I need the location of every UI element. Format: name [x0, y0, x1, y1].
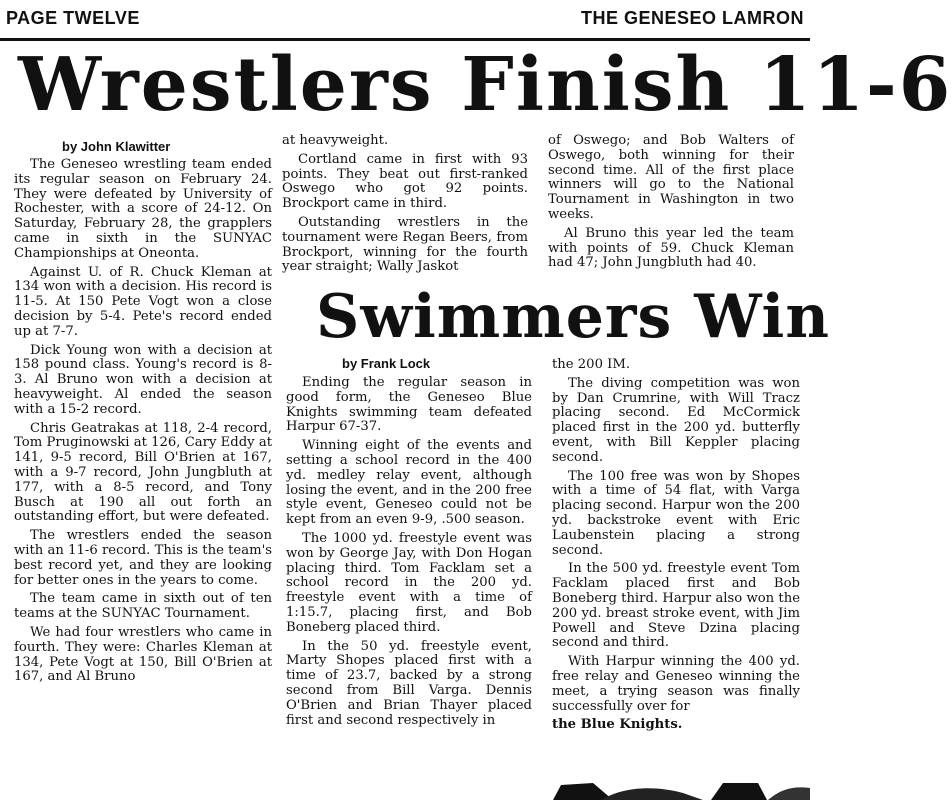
photo-fragment: [553, 783, 810, 800]
paper-name: THE GENESEO LAMRON: [580, 8, 804, 28]
photo-image: [553, 783, 810, 800]
paragraph: The team came in sixth out of ten teams at the SUNYAC Tournament.: [14, 591, 272, 622]
swimming-column-1: [286, 376, 532, 732]
paragraph: The 100 free was won by Shopes with a time of 54 flat, with Varga placing second. Harpur won the 200 yd. backstroke event with Eric Laubenstein placing a strong second.: [552, 468, 800, 558]
paragraph: With Harpur winning the 400 yd. free relay and Geneseo winning the meet, a trying season was finally successfully over for: [552, 654, 800, 714]
paragraph: Winning eight of the events and setting a school record in the 400 yd. medley relay event, although losing the event, and in the 200 free style event, Geneseo could not be kept from an even 9-9, .500 season.: [286, 438, 532, 528]
wrestling-column-1: [14, 158, 272, 689]
swimming-column-2: [552, 358, 800, 737]
paragraph: The 1000 yd. freestyle event was won by George Jay, with Don Hogan placing third. Tom Facklam set a school record in the 200 yd. freestyle event with a time of 1:15.7, placing first, and Bob Boneberg placed third.: [286, 530, 532, 635]
paragraph: [552, 718, 800, 733]
paragraph: Against U. of R. Chuck Kleman at 134 won with a decision. His record is 11-5. At 150 Pete Vogt won a close decision by 5-4. Pete's record ended up at 7-7.: [14, 264, 272, 339]
header-rule: [0, 38, 810, 41]
paragraph: at heavyweight.: [282, 133, 389, 148]
paragraph: Outstanding wrestlers in the tournament were Regan Beers, from Brockport, winning for the fourth year straight; Wally Jaskot: [282, 214, 528, 275]
paragraph: the 200 IM.: [552, 357, 631, 372]
paragraph: Ending the regular season in good form, the Geneseo Blue Knights swimming team defeated Harpur 67-37.: [286, 375, 532, 435]
paragraph: Chris Geatrakas at 118, 2-4 record, Tom Pruginowski at 126, Cary Eddy at 141, 9-5 record, Bill O'Brien at 167, with a 9-7 record, John Jungbluth at 177, with a 8-5 record, and Tony Busch at 190 all out forth an outstanding effort, but were defeated.: [14, 420, 272, 525]
wrestling-column-2: [282, 134, 528, 279]
paragraph: Al Bruno this year led the team with points of 59. Chuck Kleman had 47; John Jungbluth had 40.: [548, 225, 794, 271]
page-label: PAGE TWELVE: [6, 8, 140, 28]
paragraph: In the 500 yd. freestyle event Tom Facklam placed first and Bob Boneberg third. Harpur also won the 200 yd. breast stroke event, with Jim Powell and Steve Dzina placing second and third.: [552, 561, 800, 651]
paragraph: The Geneseo wrestling team ended its regular season on February 24. They were defeated by University of Rochester, with a score of 24-12. On Saturday, February 28, the grapplers came in sixth in the SUNYAC Championships at Oneonta.: [14, 157, 272, 261]
paragraph: The wrestlers ended the season with an 11-6 record. This is the team's best record yet, and they are looking for better ones in the years to come.: [14, 528, 272, 588]
wrestling-byline: by John Klawitter: [62, 139, 171, 154]
wrestling-column-3: [548, 134, 794, 275]
closing-phrase: the Blue Knights.: [552, 717, 683, 733]
paragraph: We had four wrestlers who came in fourth. They were: Charles Kleman at 134, Pete Vogt at 150, Bill O'Brien at 167, and Al Bruno: [14, 624, 272, 685]
paragraph: Cortland came in first with 93 points. They beat out first-ranked Oswego who got 92 points. Brockport came in third.: [282, 151, 528, 212]
paragraph: of Oswego; and Bob Walters of Oswego, both winning for their second time. All of the first place winners will go to the National Tournament in Washington in two weeks.: [548, 133, 794, 222]
paragraph: The diving competition was won by Dan Crumrine, with Will Tracz placing second. Ed McCormick placed first in the 200 yd. butterfly event, with Bill Keppler placing second.: [552, 375, 800, 465]
paragraph: Dick Young won with a decision at 158 pound class. Young's record is 8-3. Al Bruno won with a decision at heavyweight. Al ended the season with a 15-2 record.: [14, 342, 272, 417]
wrestling-headline: Wrestlers Finish 11-6: [18, 42, 952, 128]
swimming-byline: by Frank Lock: [342, 356, 431, 371]
swimming-headline: Swimmers Win: [316, 282, 830, 352]
paragraph: In the 50 yd. freestyle event, Marty Shopes placed first with a time of 23.7, backed by a strong second from Bill Varga. Dennis O'Brien and Brian Thayer placed first and second respectively in: [286, 638, 532, 728]
